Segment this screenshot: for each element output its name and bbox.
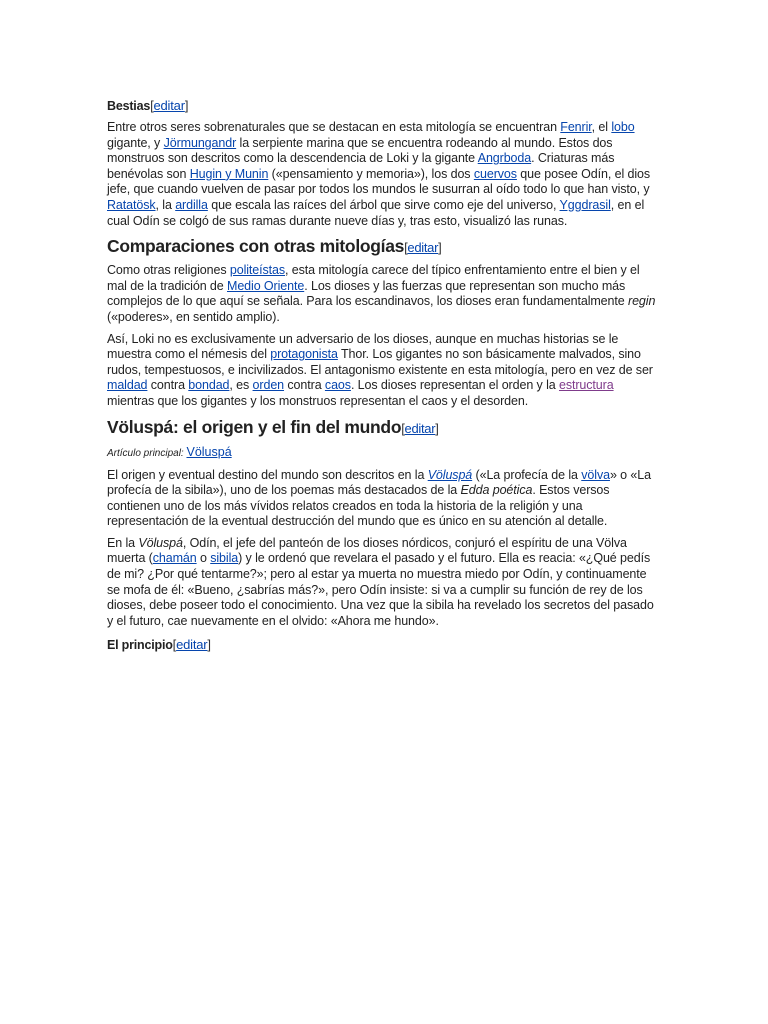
edit-link-wrapper: [editar]: [172, 637, 211, 653]
link-bondad[interactable]: bondad: [188, 378, 230, 393]
edit-link-wrapper: [editar]: [404, 240, 442, 256]
paragraph-voluspa-2: [107, 536, 662, 630]
link-sibila[interactable]: sibila: [210, 551, 239, 566]
italic-voluspa: Völuspá: [138, 535, 183, 550]
link-voluspa[interactable]: [428, 468, 472, 482]
link-maldad[interactable]: maldad: [107, 378, 148, 393]
link-cuervos[interactable]: cuervos: [473, 166, 517, 181]
heading-comparaciones: [107, 235, 662, 259]
section-bestias: [107, 96, 662, 229]
text: gigante, y: [107, 135, 164, 150]
heading-voluspa-text: Völuspá: el origen y el fin del mundo: [107, 416, 402, 437]
text: o: [196, 551, 211, 566]
heading-principio-text: El principio: [107, 638, 173, 653]
text: , en el cual Odín se colgó de sus ramas durante nueve días y, tras esto, visualizó las runas.: [107, 197, 645, 228]
edit-link-principio[interactable]: editar: [176, 637, 208, 653]
text: , el: [591, 120, 612, 134]
section-voluspa: [107, 416, 662, 630]
text: que posee Odín, el dios jefe, que cuando vuelven de pasar por todos los mundos le susurran al oído todo lo que han visto, y: [107, 166, 651, 197]
link-voluspa-text: Völuspá: [427, 467, 473, 482]
section-principio: [107, 635, 662, 655]
text: contra: [284, 378, 325, 393]
paragraph-bestias: [107, 120, 662, 229]
paragraph-comparaciones-2: [107, 332, 662, 410]
edit-link-wrapper: [editar]: [401, 420, 439, 436]
text: En la: [107, 535, 139, 550]
edit-link-bestias[interactable]: editar: [153, 98, 185, 113]
link-protagonista[interactable]: protagonista: [270, 347, 338, 362]
text: . Los dioses representan el orden y la: [350, 378, 559, 393]
text: Como otras religiones: [107, 263, 230, 278]
link-volva[interactable]: völva: [581, 467, 610, 482]
text: («pensamiento y memoria»), los dos: [268, 166, 474, 181]
link-jormungandr[interactable]: Jörmungandr: [163, 135, 237, 150]
link-hugin-y-munin[interactable]: Hugin y Munin: [189, 166, 269, 181]
heading-bestias-text: Bestias: [107, 99, 151, 113]
link-angrboda[interactable]: Angrboda: [477, 151, 532, 166]
link-estructura[interactable]: estructura: [558, 378, 614, 393]
paragraph-comparaciones-1: [107, 263, 662, 325]
edit-link-comparaciones[interactable]: editar: [407, 240, 439, 256]
section-comparaciones: [107, 235, 662, 409]
link-main-article-voluspa[interactable]: Völuspá: [186, 444, 232, 459]
link-chaman[interactable]: chamán: [152, 551, 197, 566]
article-body: [107, 96, 662, 659]
paragraph-voluspa-1: [107, 468, 662, 530]
text: . Los dioses y las fuerzas que representan son mucho más complejos de lo que aquí se señala. Para los escandinavos, los dioses eran fundamentalmente: [107, 278, 628, 309]
link-ratatosk[interactable]: Ratatösk: [107, 197, 156, 212]
heading-bestias: [107, 96, 662, 116]
heading-comparaciones-text: Comparaciones con otras mitologías: [107, 236, 405, 257]
text: («La profecía de la: [472, 467, 582, 482]
text: Entre otros seres sobrenaturales que se destacan en esta mitología se encuentran: [107, 120, 561, 134]
text: ) y le ordenó que revelara el pasado y el futuro. Ella es reacia: «¿Qué pedís de mi? ¿Por qué tentarme?»; pero al estar ya muerta no muestra miedo por Odín, y continuamente se mofa de él: «Bueno, ¿sabrías más?», pero Odín insiste: si va a cumplir su función de rey de los dioses, debe poseer todo el conocimiento. Una vez que la sibila ha revelado los secretos del pasado y el futuro, cae nuevamente en el olvido: «Ahora me hundo».: [107, 551, 654, 628]
edit-link-wrapper: [editar]: [150, 98, 189, 113]
text: El origen y eventual destino del mundo son descritos en la: [107, 467, 428, 482]
text: la serpiente marina que se encuentra rodeando al mundo. Estos dos monstruos son descritos como la descendencia de Loki y la gigante: [107, 135, 613, 166]
link-fenrir[interactable]: Fenrir: [560, 120, 592, 134]
text: Thor. Los gigantes no son básicamente malvados, sino rudos, tempestuosos, e incivilizados. El antagonismo existente en esta mitología, pero en vez de ser: [107, 347, 653, 377]
link-yggdrasil[interactable]: Yggdrasil: [559, 197, 611, 212]
link-lobo[interactable]: lobo: [611, 120, 635, 134]
link-caos[interactable]: caos: [324, 378, 351, 393]
text: . Estos versos contienen uno de los más vívidos relatos creados en toda la historia de la religión y una representación de la eventual destrucción del mundo que es único en su atención al detalle.: [107, 483, 610, 529]
link-orden[interactable]: orden: [252, 378, 285, 393]
text: . Criaturas más benévolas son: [107, 151, 615, 181]
heading-principio: [107, 635, 662, 655]
text: («poderes», en sentido amplio).: [107, 309, 280, 324]
italic-edda-poetica: Edda poética: [460, 483, 533, 498]
text: , esta mitología carece del típico enfrentamiento entre el bien y el mal de la tradición de: [107, 263, 640, 293]
text: que escala las raíces del árbol que sirve como eje del universo,: [207, 197, 560, 212]
heading-voluspa: [107, 416, 662, 440]
text: mientras que los gigantes y los monstruos representan el caos y el desorden.: [107, 393, 529, 408]
text: , la: [155, 197, 176, 212]
text: contra: [147, 378, 189, 393]
text: Así, Loki no es exclusivamente un adversario de los dioses, aunque en muchas historias se le muestra como el némesis del: [107, 331, 619, 362]
text: , es: [229, 378, 253, 393]
italic-regin: regin: [628, 294, 656, 309]
text: , Odín, el jefe del panteón de los dioses nórdicos, conjuró el espíritu de una Völva muerta (: [107, 535, 627, 566]
main-article-note: [107, 444, 662, 462]
link-politeistas[interactable]: politeístas: [229, 263, 286, 278]
text: » o «La profecía de la sibila»), uno de los poemas más destacados de la: [107, 467, 651, 498]
link-medio-oriente[interactable]: Medio Oriente: [227, 278, 305, 293]
edit-link-voluspa[interactable]: editar: [404, 420, 436, 436]
link-ardilla[interactable]: ardilla: [175, 197, 208, 212]
main-article-label: Artículo principal:: [107, 447, 184, 459]
